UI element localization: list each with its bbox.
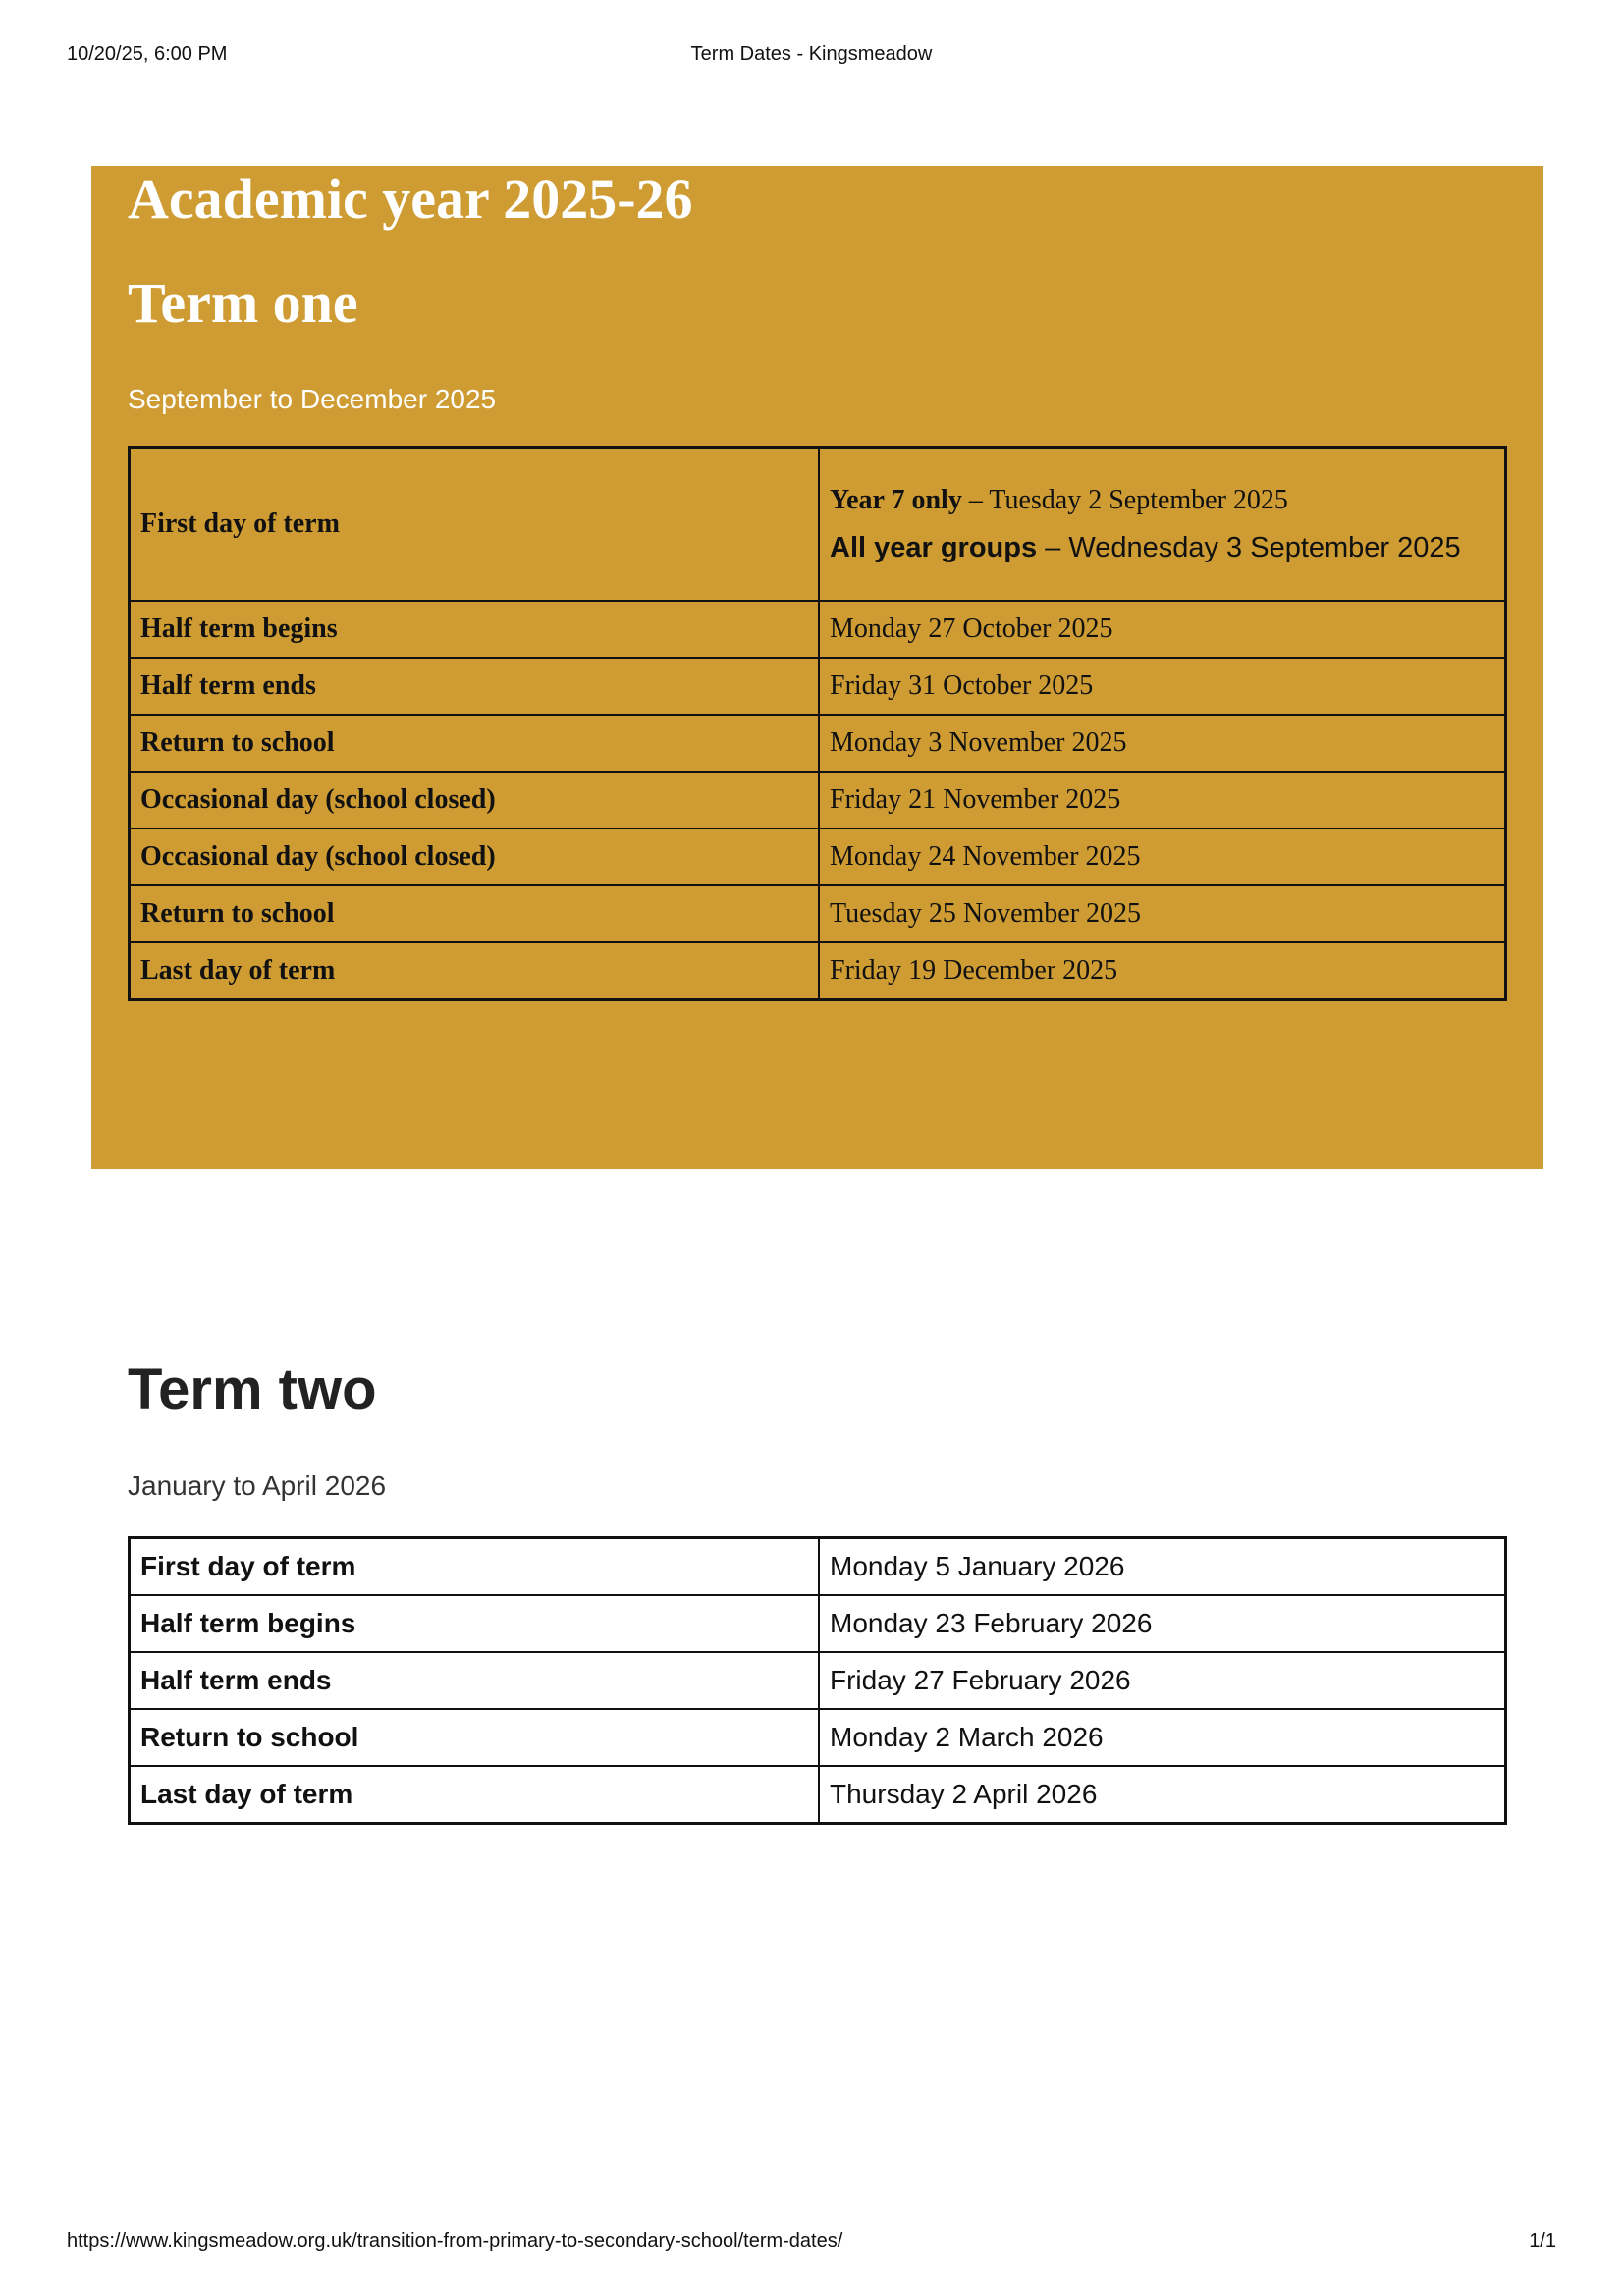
row-label: Last day of term — [130, 1766, 820, 1824]
table-row — [130, 942, 1506, 1000]
row-value: Friday 27 February 2026 — [819, 1652, 1506, 1709]
row-label: First day of term — [130, 1538, 820, 1596]
row-label: Return to school — [130, 885, 820, 942]
print-page-title: Term Dates - Kingsmeadow — [690, 43, 933, 65]
row-value: Friday 21 November 2025 — [819, 772, 1506, 828]
row-value: Monday 2 March 2026 — [819, 1709, 1506, 1766]
row-value: Friday 19 December 2025 — [819, 942, 1506, 1000]
table-row — [130, 601, 1506, 658]
table-row — [130, 1595, 1506, 1652]
row-label: Half term begins — [130, 1595, 820, 1652]
all-groups-date: – Wednesday 3 September 2025 — [1037, 532, 1461, 563]
row-value — [819, 448, 1506, 602]
term-one-table — [128, 446, 1507, 1001]
term-one-panel — [91, 166, 1543, 1169]
table-row — [130, 1538, 1506, 1596]
row-value: Monday 23 February 2026 — [819, 1595, 1506, 1652]
row-label: Last day of term — [130, 942, 820, 1000]
table-row — [130, 448, 1506, 602]
row-value: Monday 3 November 2025 — [819, 715, 1506, 772]
term-one-subtitle: September to December 2025 — [128, 384, 497, 414]
row-label: Return to school — [130, 1709, 820, 1766]
page-count: 1/1 — [1529, 2230, 1556, 2252]
academic-year-title: Academic year 2025-26 — [128, 167, 693, 231]
print-datetime: 10/20/25, 6:00 PM — [67, 43, 228, 65]
row-value: Monday 24 November 2025 — [819, 828, 1506, 885]
table-row — [130, 885, 1506, 942]
row-value: Tuesday 25 November 2025 — [819, 885, 1506, 942]
row-label: Occasional day (school closed) — [130, 828, 820, 885]
year7-label: Year 7 only — [830, 485, 962, 515]
row-value: Thursday 2 April 2026 — [819, 1766, 1506, 1824]
row-label: Occasional day (school closed) — [130, 772, 820, 828]
first-day-year7 — [830, 484, 1494, 517]
page-url: https://www.kingsmeadow.org.uk/transition-from-primary-to-secondary-school/term-dates/ — [67, 2230, 843, 2252]
term-two-table — [128, 1536, 1507, 1825]
row-label: Half term ends — [130, 1652, 820, 1709]
table-row — [130, 658, 1506, 715]
row-value: Monday 5 January 2026 — [819, 1538, 1506, 1596]
table-row — [130, 1652, 1506, 1709]
term-one-title: Term one — [128, 271, 358, 335]
table-row — [130, 828, 1506, 885]
row-label: Half term ends — [130, 658, 820, 715]
table-row — [130, 772, 1506, 828]
table-row — [130, 1709, 1506, 1766]
term-two-title: Term two — [128, 1358, 377, 1421]
row-value: Friday 31 October 2025 — [819, 658, 1506, 715]
row-label: First day of term — [130, 448, 820, 602]
row-label: Half term begins — [130, 601, 820, 658]
table-row — [130, 715, 1506, 772]
print-header — [67, 43, 1556, 67]
print-footer — [67, 2230, 1556, 2254]
first-day-all-groups — [830, 531, 1494, 564]
year7-date: – Tuesday 2 September 2025 — [961, 485, 1288, 515]
table-row — [130, 1766, 1506, 1824]
row-value: Monday 27 October 2025 — [819, 601, 1506, 658]
row-label: Return to school — [130, 715, 820, 772]
term-two-subtitle: January to April 2026 — [128, 1470, 387, 1501]
all-groups-label: All year groups — [830, 532, 1038, 563]
